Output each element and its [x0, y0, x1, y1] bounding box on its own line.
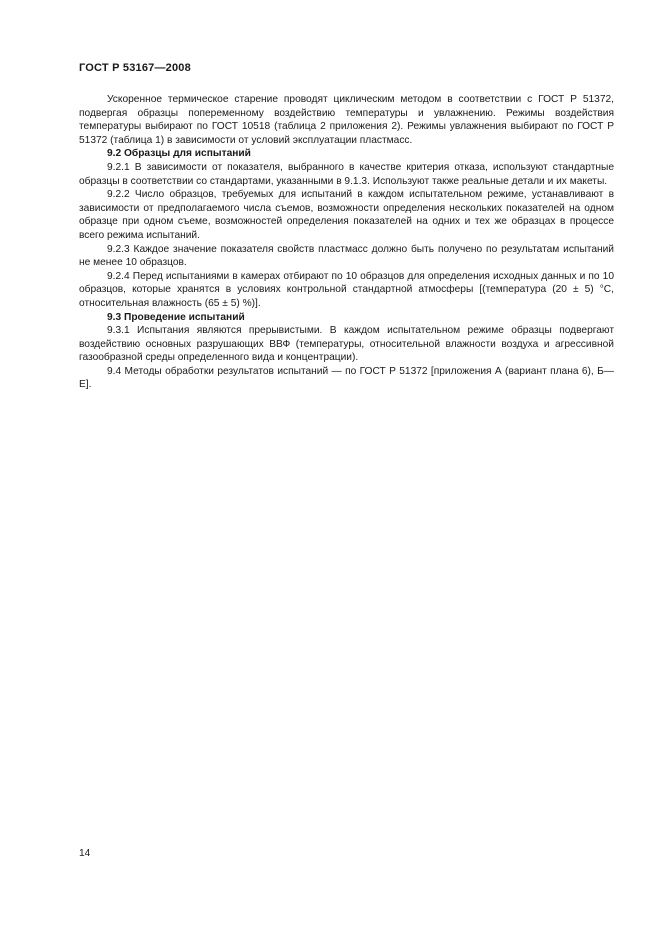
- paragraph-9-2-4: 9.2.4 Перед испытаниями в камерах отбирают по 10 образцов для определения исходных данных и по 10 образцов, которые хранятся в условиях контрольной стандартной атмосферы [(температура (20 ± 5) °С, относительная влажность (65 ± 5) %)].: [79, 270, 614, 309]
- document-body: [79, 93, 614, 392]
- page-number: 14: [79, 848, 91, 859]
- paragraph-9-2-2: 9.2.2 Число образцов, требуемых для испытаний в каждом испытательном режиме, устанавливают в зависимости от предполагаемого числа съемов, возможности определения нескольких показателей на одном образце при одном съеме, возможностей определения показателей на одних и тех же образцах в процессе всего режима испытаний.: [79, 189, 614, 241]
- paragraph-aging: Ускоренное термическое старение проводят циклическим методом в соответствии с ГОСТ Р 51372, подвергая образцы попеременному воздействию температуры и увлажнению. Режимы воздействия температуры выбирают по ГОСТ 10518 (таблица 2 приложения 2). Режимы увлажнения выбирают по ГОСТ Р 51372 (таблица 1) в зависимости от условий эксплуатации пластмасс.: [79, 94, 614, 146]
- paragraph-9-2-1: 9.2.1 В зависимости от показателя, выбранного в качестве критерия отказа, используют стандартные образцы в соответствии со стандартами, указанными в 9.1.3. Используют также реальные детали и их макеты.: [79, 161, 614, 187]
- section-heading-9-2: 9.2 Образцы для испытаний: [107, 148, 251, 160]
- paragraph-9-2-3: 9.2.3 Каждое значение показателя свойств пластмасс должно быть получено по результатам испытаний не менее 10 образцов.: [79, 243, 614, 269]
- paragraph-9-3-1: 9.3.1 Испытания являются прерывистыми. В каждом испытательном режиме образцы подвергают воздействию основных разрушающих ВВФ (температуры, относительной влажности воздуха и агрессивной газообразной среды определенного вида и концентрации).: [79, 325, 614, 364]
- section-heading-9-3: 9.3 Проведение испытаний: [107, 311, 245, 323]
- paragraph-9-4: 9.4 Методы обработки результатов испытаний — по ГОСТ Р 51372 [приложения А (вариант плана 6), Б—Е].: [79, 365, 614, 391]
- document-header: ГОСТ Р 53167—2008: [79, 62, 191, 74]
